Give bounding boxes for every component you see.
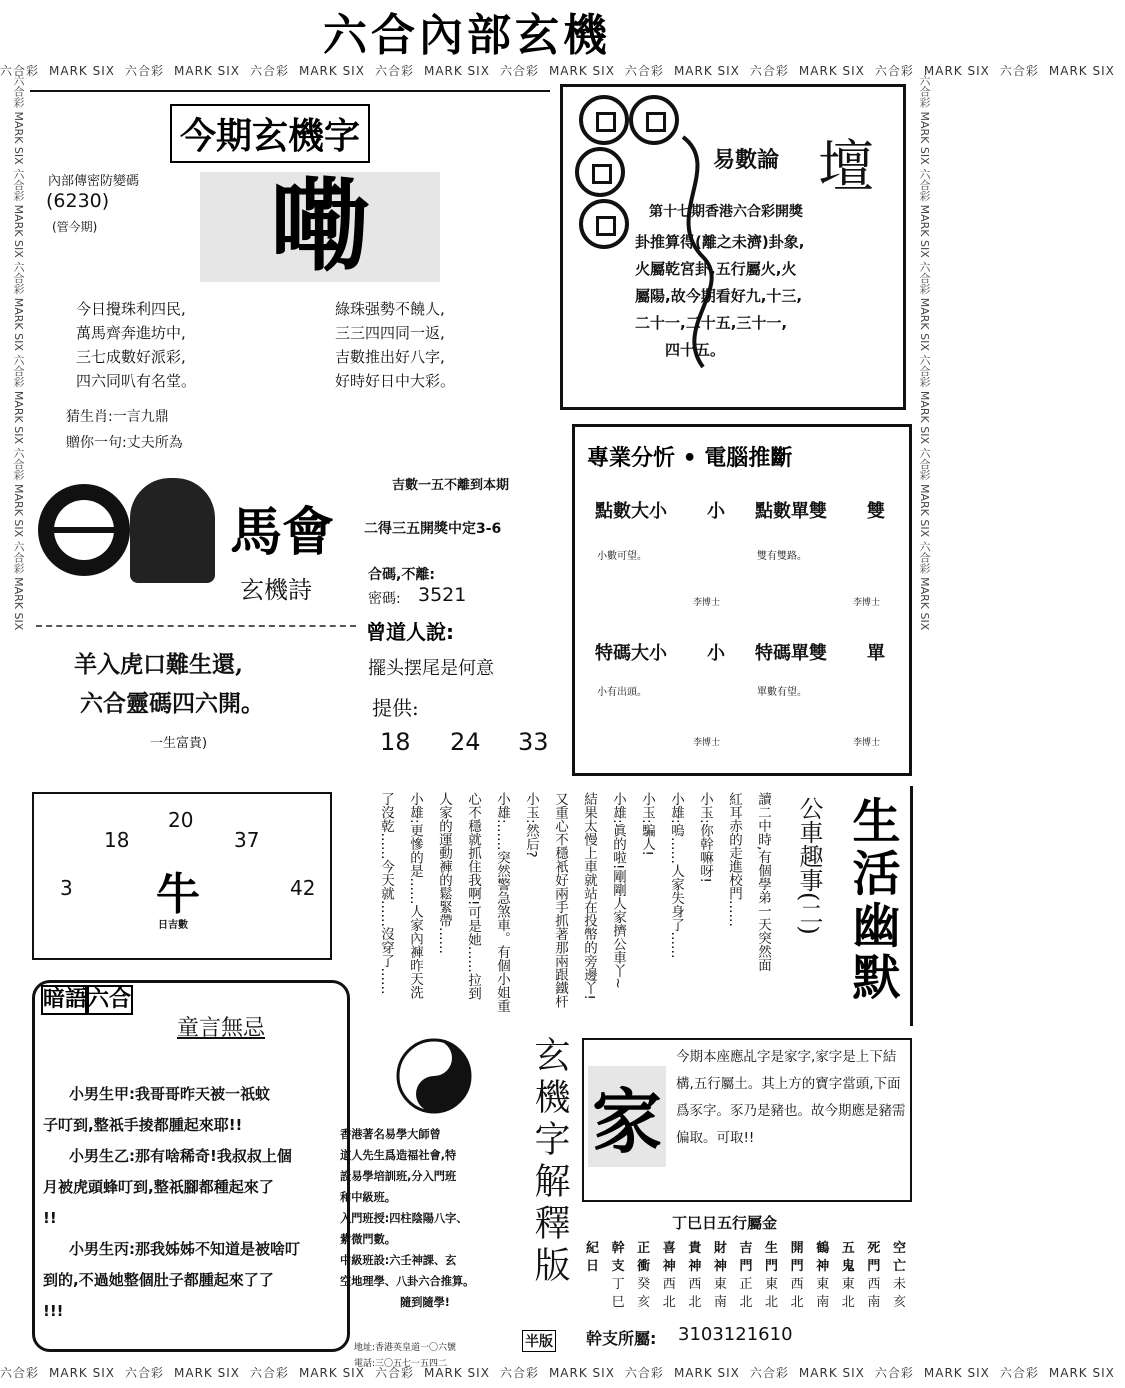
wuxing-char: 門 (867, 1259, 881, 1274)
wuxing-char: 衝 (637, 1259, 651, 1274)
strip-item: 六合彩 (374, 1366, 414, 1380)
yishu-title-big: 壇 (818, 135, 874, 200)
strip-item: 六合彩 (499, 1366, 539, 1380)
wuxing-char: 正 (739, 1277, 753, 1292)
horse-divider (36, 625, 356, 627)
wuxing-char: 北 (662, 1295, 676, 1310)
wuxing-char: 北 (790, 1295, 804, 1310)
wuxing-column (714, 1240, 727, 1312)
strip-item: 六合彩 (874, 64, 914, 78)
strip-item: 六合彩 (999, 64, 1039, 78)
yishu-title: 易數論 (713, 147, 780, 173)
niu-box (32, 792, 332, 960)
story-column: 讀二中時,有個學弟一天突然面 (755, 792, 771, 972)
wuxing-column (688, 1240, 701, 1312)
strip-item: MARK SIX (298, 1366, 365, 1380)
niu-number-3: 37 (234, 828, 260, 852)
strip-item: MARK SIX (423, 1366, 490, 1380)
coin-icon (579, 95, 629, 145)
strip-item: MARK SIX (798, 64, 865, 78)
strip-item: 六合彩 (249, 1366, 289, 1380)
horse-poem-line2: 六合靈碼四六開。 (80, 690, 264, 717)
code-note: (管今期) (52, 220, 98, 234)
daoren-title: 曾道人說: (366, 620, 454, 644)
footer-strip (0, 1364, 1115, 1388)
strip-item: 六合彩 (749, 1366, 789, 1380)
strip-item: 六合彩 (749, 64, 789, 78)
story-column: 人家的運動褲的鬆緊帶…… (436, 792, 452, 954)
story-title: 生活幽默 (844, 796, 900, 1004)
story-column: 結果太慢上車就站在投幣的旁邊丫! (581, 792, 597, 1000)
wuxing-char: 癸 (637, 1277, 651, 1292)
wuxing-char: 西 (790, 1277, 804, 1292)
story-column: 小玉:你幹嘛呀! (697, 792, 713, 883)
strip-item: MARK SIX (798, 1366, 865, 1380)
daoren-line: 擺头摆尾是何意 (368, 658, 494, 679)
wuxing-column (842, 1240, 855, 1312)
jieshi-text: 今期本座應乩字是家字,家字是上下結構,五行屬土。其上方的寶字當頭,下面爲豕字。豕乃是豬也。故今期應是豬需偏取。可取!! (676, 1049, 906, 1146)
master-lines: 香港著名易學大師曾 道人先生爲造福社會,特 設易學培訓班,分入門班 和中級班。 入門班授:四柱陰陽八字、 紫微門數。 中級班設:六壬神課、玄 空地理學、八卦六合推算。 隨到隨學! (340, 1128, 475, 1309)
wuxing-char: 開 (790, 1241, 804, 1256)
strip-item: MARK SIX (49, 1366, 115, 1380)
wuxing-column (893, 1240, 906, 1312)
strip-item: MARK SIX (298, 64, 365, 78)
wuxing-column (663, 1240, 676, 1312)
niu-caption: 日吉數 (158, 920, 188, 931)
coin-icon (575, 147, 625, 197)
horse-subtitle: 玄機詩 (240, 576, 312, 604)
strip-item: 六合彩 (124, 1366, 164, 1380)
wuxing-column (765, 1240, 778, 1312)
jieshi-badge: 半版 (522, 1330, 556, 1352)
strip-item: 六合彩 (0, 1366, 40, 1380)
strip-item: MARK SIX (923, 1366, 990, 1380)
strip-item: MARK SIX (548, 1366, 615, 1380)
master-address: 地址:香港英皇道一〇六號 (354, 1343, 457, 1353)
taichi-icon (396, 1038, 472, 1114)
wuxing-char: 南 (867, 1295, 881, 1310)
yishu-box (560, 84, 906, 410)
wuxing-char: 門 (739, 1259, 753, 1274)
wuxing-char: 西 (662, 1277, 676, 1292)
wuxing-char: 幹 (611, 1241, 625, 1256)
analysis-cell-2: 點數單雙 雙 雙有雙路。 李博士 (755, 501, 885, 608)
master-phone: 電話:三〇五七一五四二 (354, 1359, 448, 1369)
strip-item: MARK SIX (423, 64, 490, 78)
jishu-line2: 二得三五開獎中定3-6 (364, 521, 502, 537)
portrait-image (130, 478, 215, 583)
gift-line: 贈你一句:丈夫所為 (66, 435, 183, 451)
wuxing-char: 門 (790, 1259, 804, 1274)
wuxing-column (816, 1240, 829, 1312)
wuxing-char: 巳 (611, 1295, 625, 1310)
heima-label: 合碼,不離: (368, 567, 435, 583)
wuxing-char: 未 (892, 1277, 906, 1292)
strip-item: MARK SIX (673, 64, 740, 78)
wuxing-column (739, 1240, 752, 1312)
anyu-badge1: 暗語 (41, 985, 89, 1015)
wuxing-char: 紀 (586, 1241, 600, 1256)
wuxing-char: 亥 (637, 1295, 651, 1310)
xuanji-title: 今期玄機字 (170, 104, 370, 163)
wuxing-char: 喜 (662, 1241, 676, 1256)
analysis-title: 專業分忻 • 電腦推斷 (587, 446, 793, 471)
xuanji-char: 嘞 (200, 172, 440, 282)
wuxing-char: 南 (816, 1295, 830, 1310)
master-section (340, 1030, 516, 1370)
wuxing-table (586, 1240, 906, 1312)
wuxing-char: 門 (765, 1259, 779, 1274)
wuxing-char: 西 (867, 1277, 881, 1292)
analysis-cell-4: 特碼單雙 單 單數有望。 李博士 (755, 643, 885, 748)
strip-item: 六合彩 (624, 64, 664, 78)
yinyang-icon (34, 480, 134, 580)
analysis-cell-3: 特碼大小 小 小有出頭。 李博士 (595, 643, 725, 748)
page-title: 六合內部玄機 (323, 10, 611, 61)
story-column: 小雄:眞的啦!剛剛人家擠公車丫~ (610, 792, 626, 989)
story-column: 小雄:更慘的是……人家內褲昨天洗 (407, 792, 423, 1000)
niu-number-4: 3 (60, 876, 73, 900)
strip-item: MARK SIX (673, 1366, 740, 1380)
wuxing-char: 五 (841, 1241, 855, 1256)
wuxing-char: 正 (637, 1241, 651, 1256)
wuxing-char: 東 (765, 1277, 779, 1292)
anyu-lines: 小男生甲:我哥哥昨天被一祇蚊 子叮到,整祇手掕都腫起來耶!! 小男生乙:那有啥稀奇!我叔叔上個 月被虎頭蜂叮到,整祇腳都種起來了 !! 小男生丙:那我姊姊不知道是被啥叮 到的,不過她整個肚子都腫起來了了 !!! (43, 1085, 301, 1320)
wuxing-title: 丁巳日五行屬金 (672, 1214, 778, 1232)
guess-line: 猜生肖:一言九鼎 (66, 409, 169, 425)
wuxing-column (612, 1240, 625, 1312)
wuxing-char: 北 (739, 1295, 753, 1310)
wuxing-char: 神 (713, 1259, 727, 1274)
strip-item: MARK SIX (1048, 64, 1115, 78)
wuxing-char: 北 (765, 1295, 779, 1310)
jieshi-box (582, 1038, 912, 1202)
anyu-title: 童言無忌 (177, 1016, 266, 1041)
strip-item: 六合彩 (0, 64, 40, 78)
poem-left: 今日攪珠利四民, 萬馬齊奔進坊中, 三七成數好派彩, 四六同叭有名堂。 (76, 300, 197, 390)
header-strip (0, 62, 1115, 86)
story-column: 紅耳赤的走進校門…… (726, 792, 742, 927)
niu-number-2: 18 (104, 828, 130, 852)
wuxing-char: 北 (841, 1295, 855, 1310)
wuxing-char: 死 (867, 1241, 881, 1256)
story-column: 心不穩就抓住我啊!可是她……拉到 (465, 792, 481, 1000)
wuxing-char: 南 (713, 1295, 727, 1310)
story-subtitle: 公車趣事(二) (795, 796, 823, 935)
wuxing-char: 西 (688, 1277, 702, 1292)
story-columns (364, 792, 776, 1024)
horse-section (30, 470, 360, 770)
wuxing-char: 吉 (739, 1241, 753, 1256)
strip-item: 六合彩 (374, 64, 414, 78)
horse-title: 馬會 (230, 502, 335, 563)
strip-item: MARK SIX (923, 64, 990, 78)
wuxing-footer-label: 幹支所屬: (586, 1329, 657, 1348)
analysis-box (572, 424, 912, 776)
strip-item: 六合彩 (499, 64, 539, 78)
jieshi-title: 玄機字解釋版 (529, 1036, 570, 1288)
niu-number-1: 20 (168, 808, 194, 832)
story-column: 小玉:然后? (523, 792, 539, 858)
right-side-strip: 六合彩 MARK SIX 六合彩 MARK SIX 六合彩 MARK SIX 六合彩 MARK SIX 六合彩 MARK SIX 六合彩 MARK SIX (918, 75, 931, 631)
wuxing-column (586, 1240, 599, 1312)
yishu-lines: 卦推算得(離之未濟)卦象, 火屬乾宮卦,五行屬火,火 屬陽,故今期看好九,十三, 二十一,二十五,三十一, 四十五。 (635, 233, 805, 359)
number-1: 18 (380, 728, 411, 756)
wuxing-char: 支 (611, 1259, 625, 1274)
story-column: 又重心不穩衹好兩手抓著那兩跟鐵杆 (552, 792, 568, 1008)
horse-signature: 一生富貴) (150, 736, 208, 751)
wuxing-char: 鬼 (841, 1259, 855, 1274)
jishu-line1: 吉數一五不離到本期 (392, 478, 510, 493)
left-side-strip: 六合彩 MARK SIX 六合彩 MARK SIX 六合彩 MARK SIX 六合彩 MARK SIX 六合彩 MARK SIX 六合彩 MARK SIX (12, 75, 25, 631)
coin-icon (579, 199, 629, 249)
wuxing-char: 東 (841, 1277, 855, 1292)
wuxing-section (582, 1210, 908, 1360)
anyu-badge2: 六合 (85, 985, 133, 1015)
code-label: 密碼: (368, 591, 401, 607)
wuxing-char: 亡 (892, 1259, 906, 1274)
wuxing-char: 北 (688, 1295, 702, 1310)
code-label: 內部傳密防變碼 (48, 174, 140, 189)
strip-item: MARK SIX (174, 1366, 240, 1380)
wuxing-char: 生 (765, 1241, 779, 1256)
wuxing-char: 鶴 (816, 1241, 830, 1256)
anyu-box (32, 980, 350, 1352)
strip-item: 六合彩 (124, 64, 164, 78)
wuxing-char: 神 (662, 1259, 676, 1274)
horse-poem-line1: 羊入虎口難生還, (74, 651, 244, 678)
story-column: 了沒乾……今天就……沒穿了…… (378, 792, 394, 995)
number-2: 24 (450, 728, 481, 756)
strip-item: 六合彩 (999, 1366, 1039, 1380)
wuxing-char: 神 (688, 1259, 702, 1274)
jieshi-title-col (516, 1036, 576, 1356)
strip-item: 六合彩 (249, 64, 289, 78)
wuxing-char: 空 (892, 1241, 906, 1256)
wuxing-char: 東 (816, 1277, 830, 1292)
wuxing-char: 神 (816, 1259, 830, 1274)
wuxing-column (637, 1240, 650, 1312)
strip-item: MARK SIX (1048, 1366, 1115, 1380)
wuxing-column (791, 1240, 804, 1312)
wuxing-char: 東 (713, 1277, 727, 1292)
xuanji-section (30, 90, 550, 472)
wuxing-char: 日 (586, 1259, 600, 1274)
number-3: 33 (518, 728, 549, 756)
provide-label: 提供: (372, 696, 419, 720)
jieshi-char: 家 (588, 1066, 666, 1167)
niu-number-5: 42 (290, 876, 316, 900)
wuxing-char: 亥 (892, 1295, 906, 1310)
strip-item: MARK SIX (49, 64, 115, 78)
jishu-section (362, 470, 562, 770)
niu-zodiac: 牛 (156, 869, 200, 920)
strip-item: 六合彩 (874, 1366, 914, 1380)
wuxing-char: 貴 (688, 1241, 702, 1256)
analysis-cell-1: 點數大小 小 小數可望。 李博士 (595, 501, 725, 608)
wuxing-char: 財 (713, 1241, 727, 1256)
story-title-box (780, 786, 913, 1026)
wuxing-column (867, 1240, 880, 1312)
code-number: 3521 (418, 584, 467, 606)
story-column: 小雄:……突然警急煞車。有個小姐重 (494, 792, 510, 1013)
story-column: 小雄:嗚……人家失身了…… (668, 792, 684, 959)
yishu-headline: 第十七期香港六合彩開獎 (649, 204, 803, 220)
wuxing-footer-value: 3103121610 (678, 1324, 793, 1345)
story-column: 小玉:騙人! (639, 792, 655, 856)
wuxing-char: 丁 (611, 1277, 625, 1292)
strip-item: 六合彩 (624, 1366, 664, 1380)
code-value: (6230) (46, 190, 110, 212)
strip-item: MARK SIX (548, 64, 615, 78)
strip-item: MARK SIX (174, 64, 240, 78)
poem-right: 綠珠强勢不饒人, 三三四四同一返, 吉數推出好八字, 好時好日中大彩。 (335, 300, 456, 390)
